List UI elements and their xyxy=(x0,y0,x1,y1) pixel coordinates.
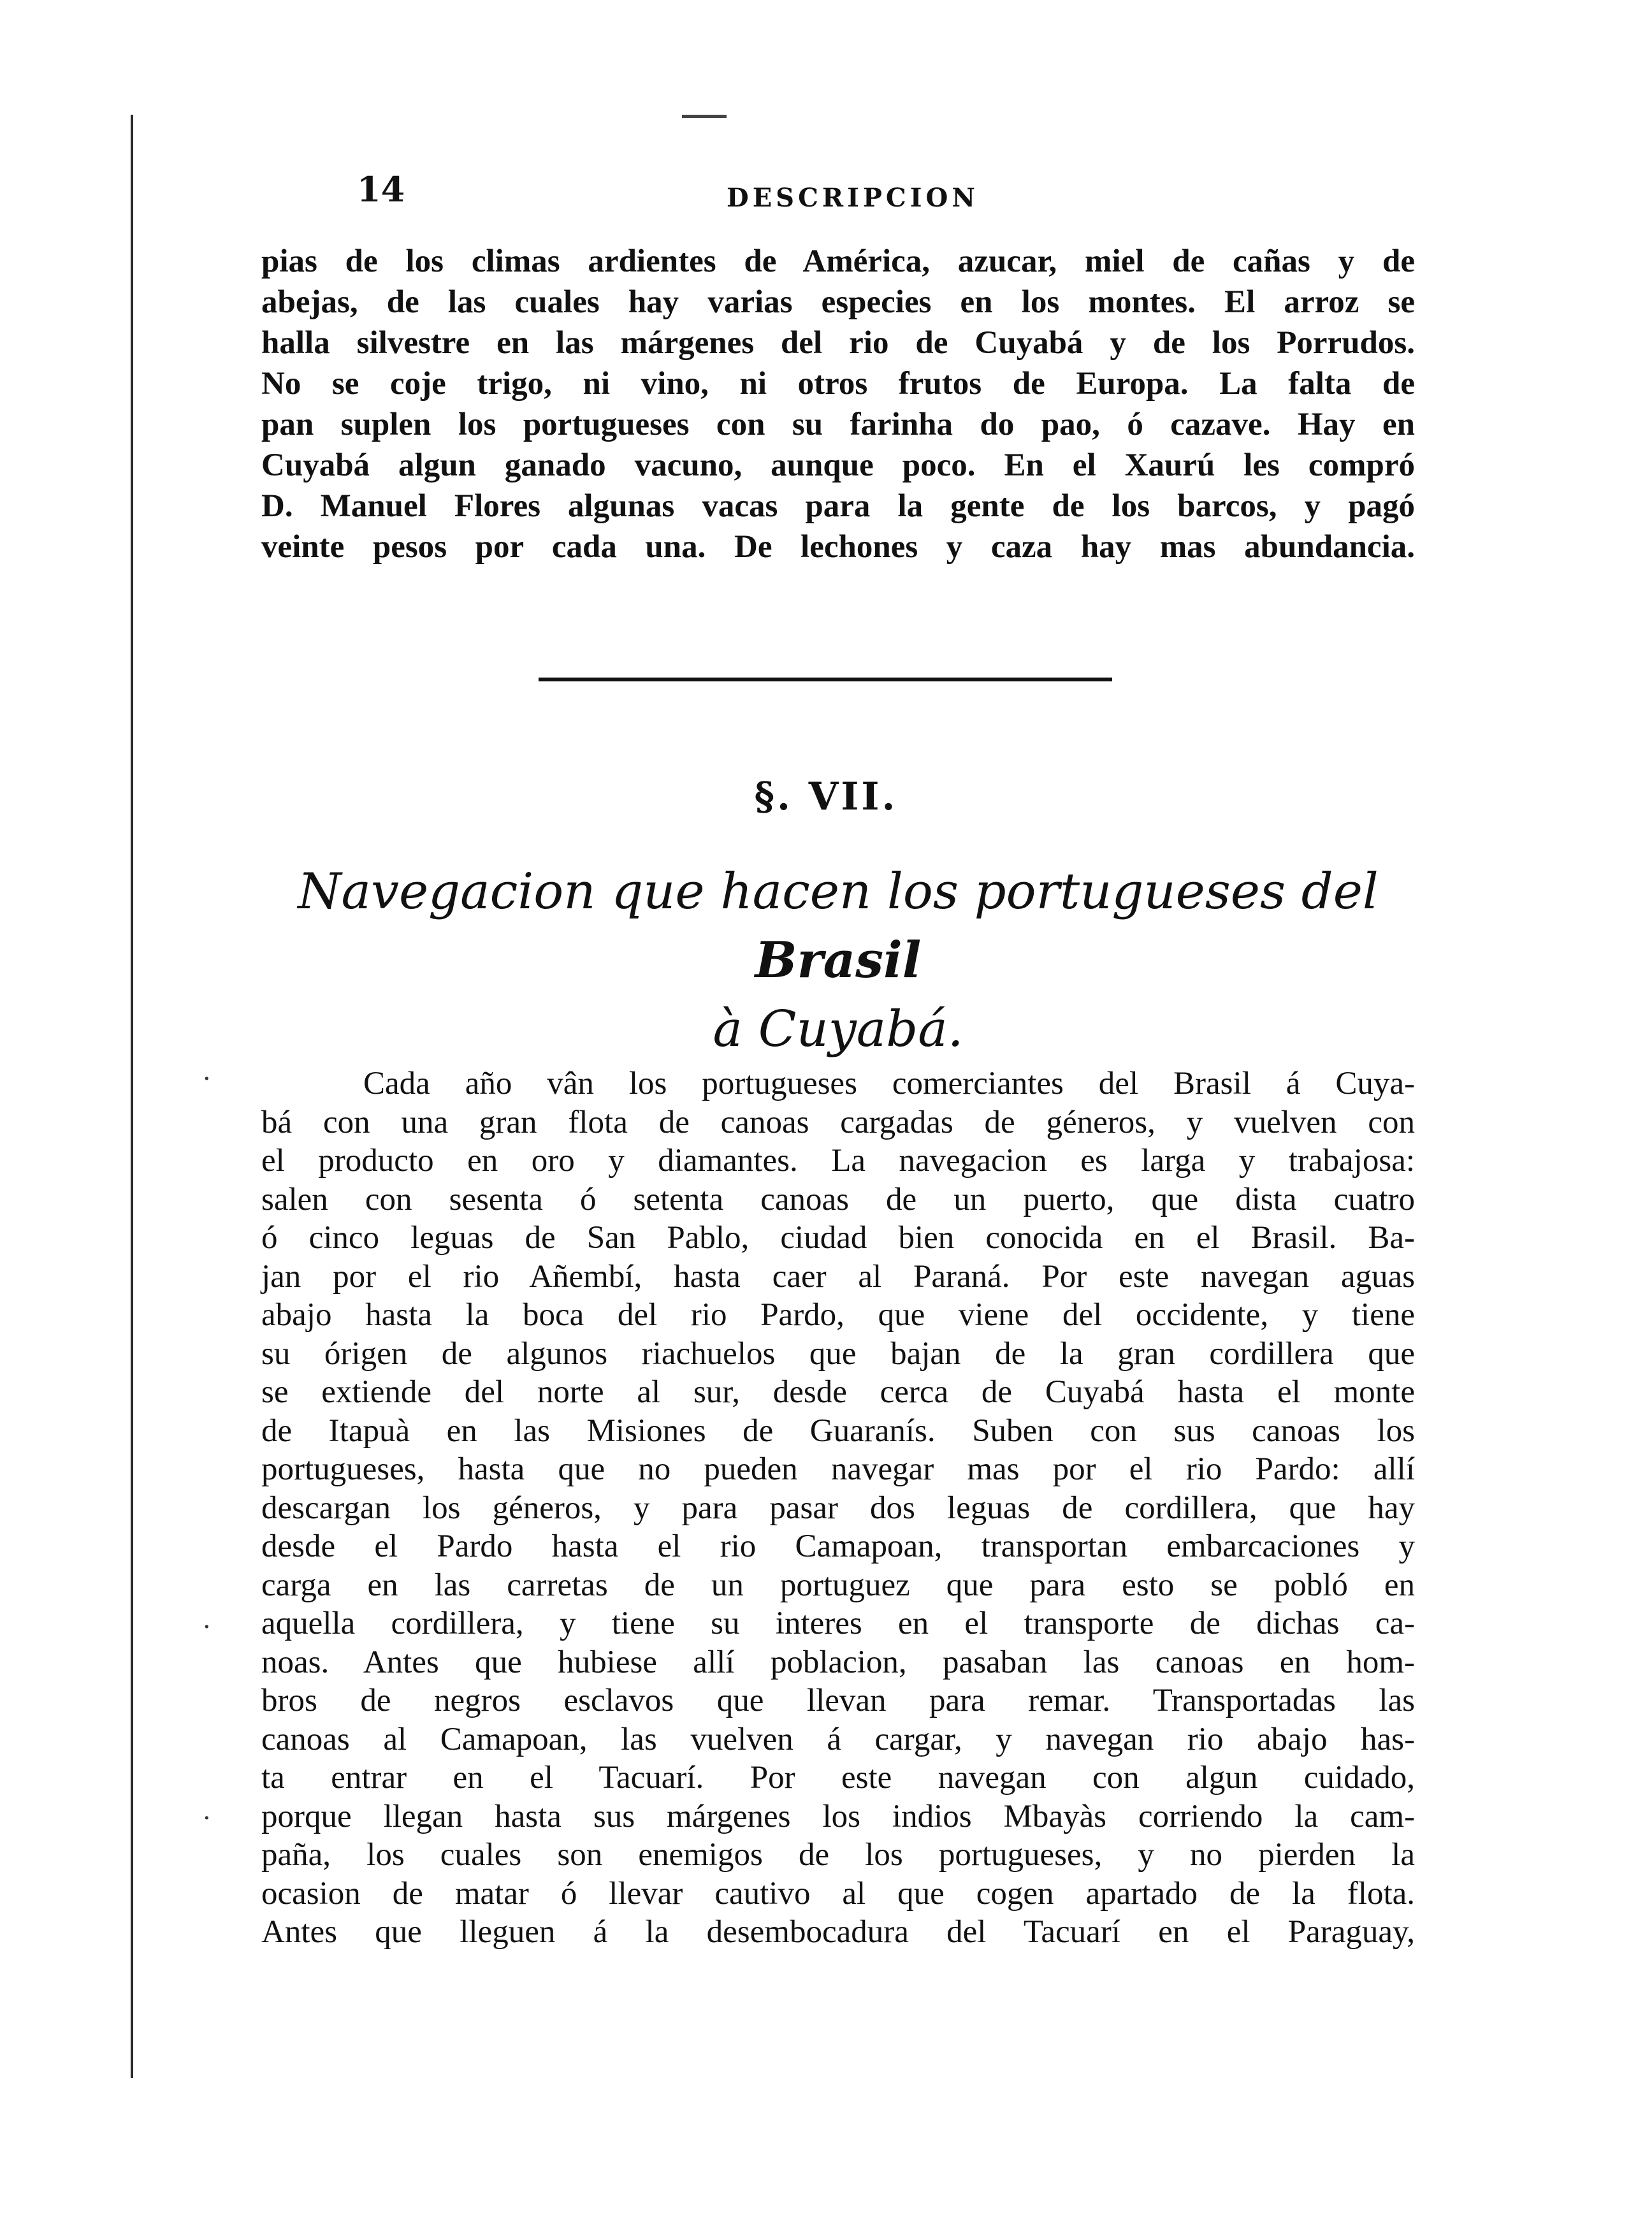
text-line: pias de los climas ardientes de América, azucar, miel de cañas y de xyxy=(261,243,1415,279)
text-line: descargan los géneros, y para pasar dos leguas de cordillera, que hay xyxy=(261,1490,1415,1526)
text-line: carga en las carretas de un portuguez que para esto se pobló en xyxy=(261,1567,1415,1603)
text-line: el producto en oro y diamantes. La navegacion es larga y trabajosa: xyxy=(261,1143,1415,1179)
text-line: veinte pesos por cada una. De lechones y caza hay mas abundancia. xyxy=(261,529,1415,565)
text-line: portugueses, hasta que no pueden navegar mas por el rio Pardo: allí xyxy=(261,1451,1415,1487)
scan-edge-line xyxy=(131,115,133,2078)
section-paragraph xyxy=(261,1064,1415,1952)
section-number: §. VII. xyxy=(754,774,898,819)
text-line: Antes que lleguen á la desembocadura del Tacuarí en el Paraguay, xyxy=(261,1914,1415,1950)
section-separator-rule xyxy=(539,678,1112,681)
text-line: ta entrar en el Tacuarí. Por este navegan con algun cuidado, xyxy=(261,1760,1415,1796)
text-line: canoas al Camapoan, las vuelven á cargar, y navegan rio abajo has- xyxy=(261,1721,1415,1757)
running-title: DESCRIPCION xyxy=(727,183,979,213)
text-line: se extiende del norte al sur, desde cerca de Cuyabá hasta el monte xyxy=(261,1374,1415,1410)
margin-dot: · xyxy=(203,1613,211,1642)
text-line: pan suplen los portugueses con su farinha do pao, ó cazave. Hay en xyxy=(261,407,1415,442)
margin-dot: · xyxy=(203,1804,211,1833)
margin-dot: · xyxy=(203,1064,211,1094)
text-line: porque llegan hasta sus márgenes los indios Mbayàs corriendo la cam- xyxy=(261,1798,1415,1834)
text-line: ó cinco leguas de San Pablo, ciudad bien conocida en el Brasil. Ba- xyxy=(261,1220,1415,1256)
text-line: abejas, de las cuales hay varias especies en los montes. El arroz se xyxy=(261,284,1415,320)
text-line: ocasion de matar ó llevar cautivo al que cogen apartado de la flota. xyxy=(261,1875,1415,1912)
section-title-line-2: à Cuyabá. xyxy=(713,1001,964,1058)
text-line: D. Manuel Flores algunas vacas para la gente de los barcos, y pagó xyxy=(261,488,1415,524)
text-line: salen con sesenta ó setenta canoas de un puerto, que dista cuatro xyxy=(261,1181,1415,1217)
text-line: Cuyabá algun ganado vacuno, aunque poco. En el Xaurú les compró xyxy=(261,447,1415,483)
section-title-line-1-bold: Brasil xyxy=(755,931,922,989)
text-line: paña, los cuales son enemigos de los portugueses, y no pierden la xyxy=(261,1837,1415,1873)
text-line: abajo hasta la boca del rio Pardo, que viene del occidente, y tiene xyxy=(261,1297,1415,1333)
text-line: Cada año vân los portugueses comerciantes del Brasil á Cuya- xyxy=(363,1066,1415,1101)
page-number: 14 xyxy=(357,169,405,210)
text-line: bá con una gran flota de canoas cargadas de géneros, y vuelven con xyxy=(261,1104,1415,1140)
text-line: halla silvestre en las márgenes del rio de Cuyabá y de los Porrudos. xyxy=(261,325,1415,361)
text-line: No se coje trigo, ni vino, ni otros frutos de Europa. La falta de xyxy=(261,366,1415,402)
section-title-line-1: Navegacion que hacen los portugueses del xyxy=(298,863,1379,920)
text-line: aquella cordillera, y tiene su interes en el transporte de dichas ca- xyxy=(261,1606,1415,1641)
paragraph-continued xyxy=(261,241,1415,567)
text-line: bros de negros esclavos que llevan para remar. Transportadas las xyxy=(261,1683,1415,1718)
text-line: desde el Pardo hasta el rio Camapoan, transportan embarcaciones y xyxy=(261,1528,1415,1564)
text-line: jan por el rio Añembí, hasta caer al Paraná. Por este navegan aguas xyxy=(261,1258,1415,1295)
text-line: su órigen de algunos riachuelos que bajan de la gran cordillera que xyxy=(261,1335,1415,1372)
text-line: de Itapuà en las Misiones de Guaranís. Suben con sus canoas los xyxy=(261,1412,1415,1449)
top-print-mark xyxy=(682,115,727,118)
section-title xyxy=(261,857,1415,1064)
running-head xyxy=(357,169,1402,220)
text-line: noas. Antes que hubiese allí poblacion, pasaban las canoas en hom- xyxy=(261,1644,1415,1680)
